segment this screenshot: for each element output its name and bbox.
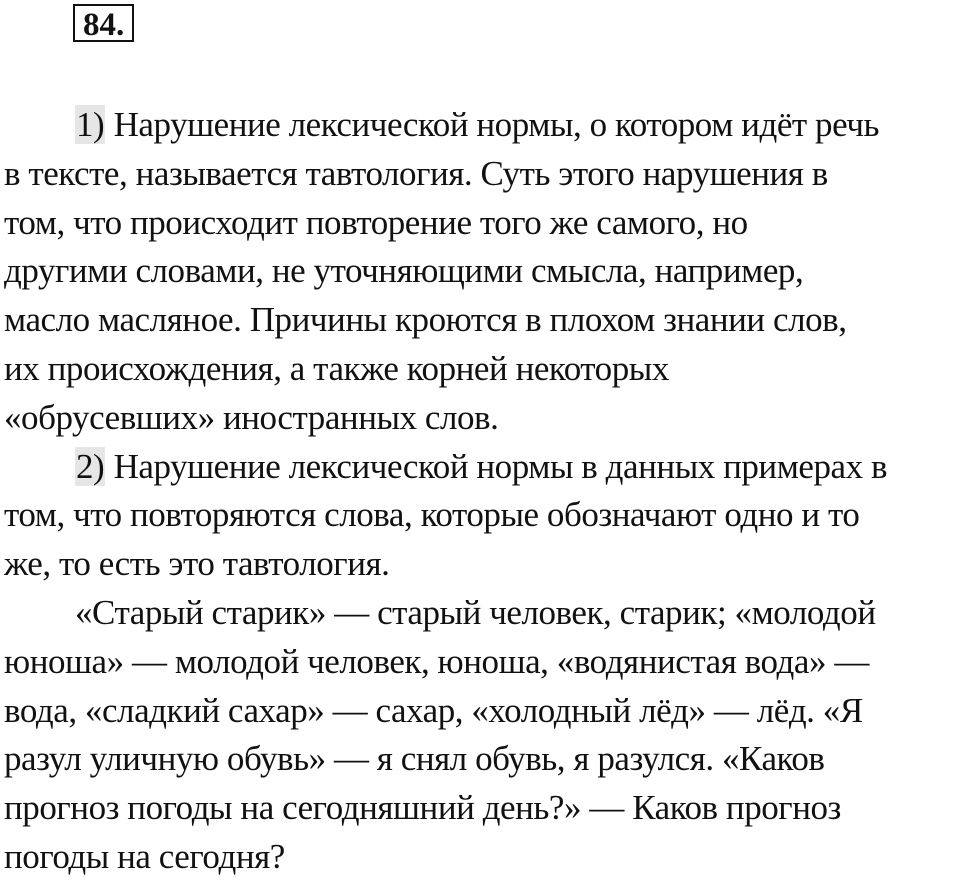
paragraph-1-line-2: в тексте, называется тавтология. Суть этого нарушения в (4, 153, 828, 193)
paragraph-3 (4, 589, 960, 882)
paragraph-2 (4, 443, 960, 589)
paragraph-3-line-1: «Старый старик» — старый человек, старик; «молодой (75, 592, 876, 632)
paragraph-2-line-1: Нарушение лексической нормы в данных примерах в (105, 446, 888, 486)
exercise-number-box (73, 4, 134, 42)
paragraph-3-line-6: погоды на сегодня? (4, 836, 285, 876)
exercise-number: 84 (83, 7, 116, 43)
item-marker-1: 1) (76, 105, 105, 144)
paragraph-1-line-5: масло масляное. Причины кроются в плохом знании слов, (4, 300, 847, 340)
paragraph-1-line-1: Нарушение лексической нормы, о котором идёт речь (105, 105, 879, 144)
paragraph-1-line-4: другими словами, не уточняющими смысла, например, (4, 251, 804, 291)
paragraph-1-line-6: их происхождения, а также корней некоторых (4, 348, 669, 388)
paragraph-3-line-5: прогноз погоды на сегодняшний день?» — Каков прогноз (4, 788, 841, 828)
paragraph-3-line-4: разул уличную обувь» — я снял обувь, я разулся. «Каков (4, 739, 825, 779)
paragraph-1-line-7: «обрусевших» иностранных слов. (4, 397, 499, 437)
paragraph-1-line-3: том, что происходит повторение того же самого, но (4, 202, 748, 242)
paragraph-2-line-2: том, что повторяются слова, которые обозначают одно и то (4, 495, 860, 535)
paragraph-1 (4, 101, 960, 443)
paragraph-3-line-3: вода, «сладкий сахар» — сахар, «холодный лёд» — лёд. «Я (4, 690, 863, 730)
paragraph-2-line-3: же, то есть это тавтология. (4, 544, 390, 584)
answer-text (4, 101, 960, 882)
exercise-number-suffix: . (116, 7, 125, 43)
item-marker-2: 2) (76, 446, 105, 486)
paragraph-3-line-2: юноша» — молодой человек, юноша, «водянистая вода» — (4, 641, 869, 681)
